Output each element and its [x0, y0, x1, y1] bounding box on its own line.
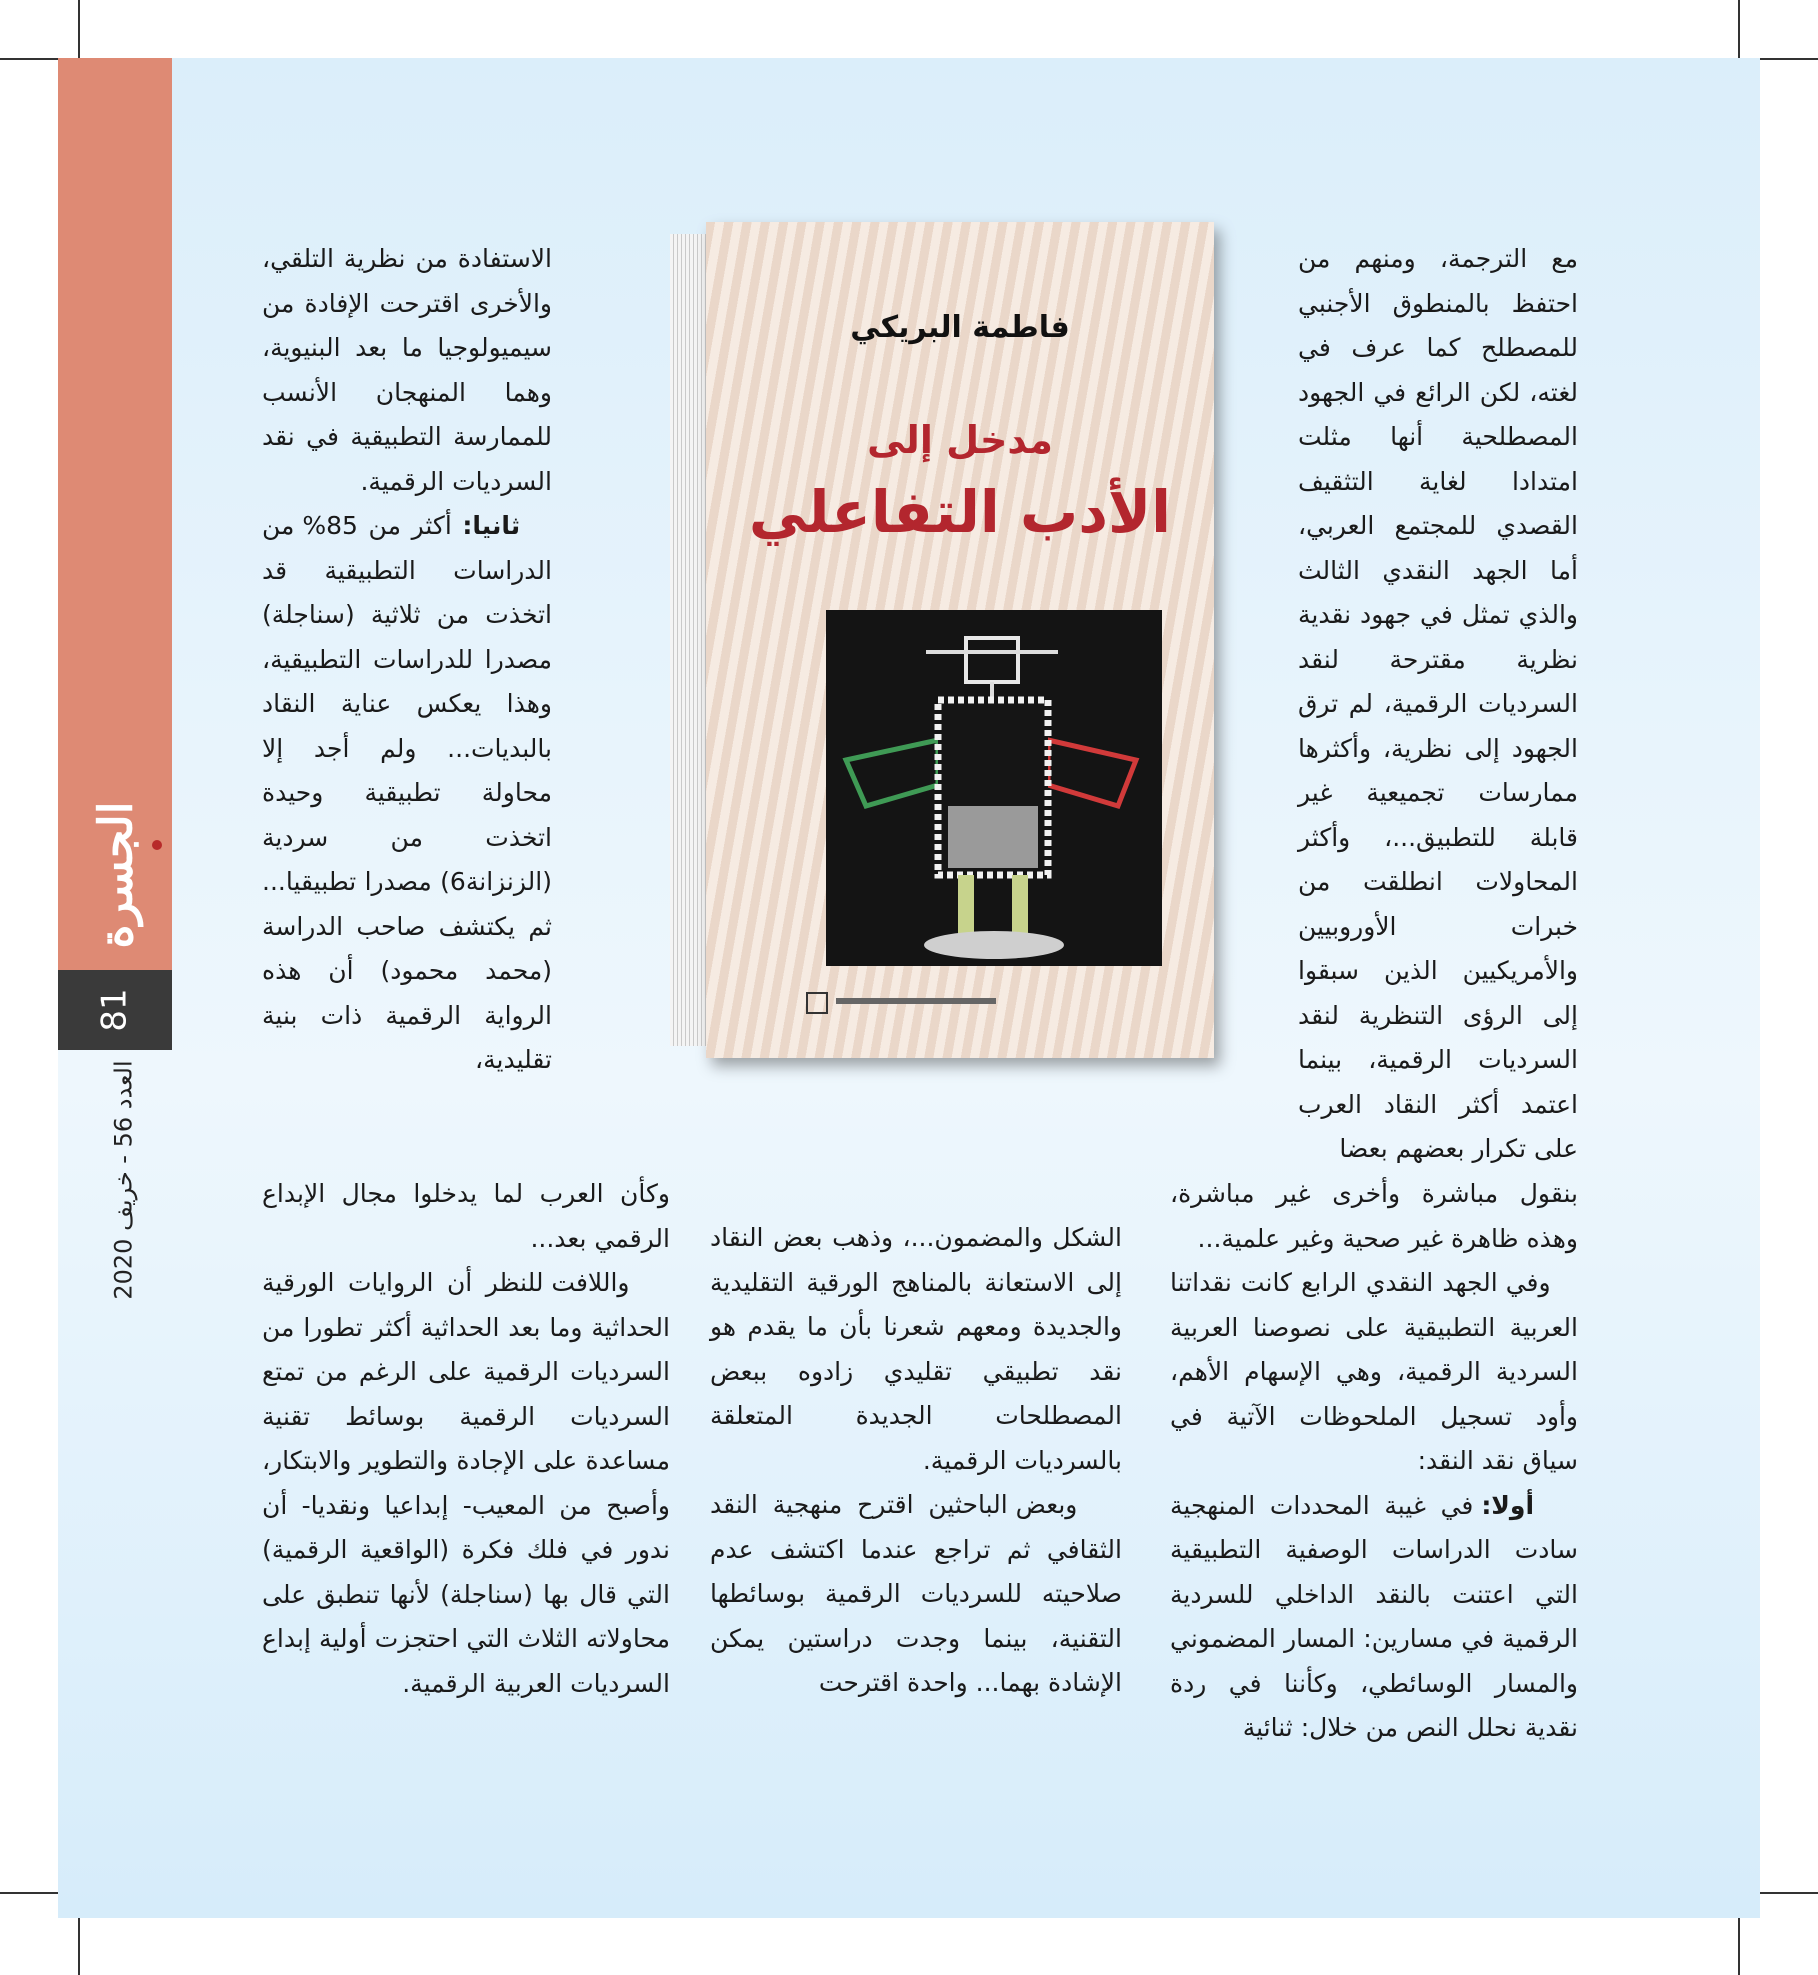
column-left-bottom: [262, 1172, 670, 1706]
crop-mark: [1738, 0, 1740, 60]
page-number-box: [58, 970, 172, 1050]
column-middle: [710, 1216, 1122, 1706]
book-pages-edge: [670, 234, 710, 1046]
paragraph: وكأن العرب لما يدخلوا مجال الإبداع الرقمي بعد...: [262, 1179, 670, 1253]
paragraph: الاستفادة من نظرية التلقي، والأخرى اقترحت الإفادة من سيميولوجيا ما بعد البنيوية، وهما المنهجان الأنسب للممارسة التطبيقية في نقد السرديات الرقمية.: [262, 244, 552, 496]
paragraph-text: وبعض الباحثين اقترح منهجية النقد الثقافي ثم تراجع عندما اكتشف عدم صلاحيته للسرديات الرقمية بوسائطها التقنية، بينما وجدت دراستين يمكن الإشادة بهما... واحدة اقترحت: [710, 1490, 1122, 1697]
logo-star-icon: [152, 840, 162, 850]
book-title-line2: الأدب التفاعلي: [748, 478, 1172, 546]
book-image: [670, 222, 1218, 1062]
page-number: 81: [94, 988, 135, 1032]
paragraph-text: في غيبة المحددات المنهجية سادت الدراسات الوصفية التطبيقية التي اعتنت بالنقد الداخلي للسردية الرقمية في مسارين: المسار المضموني والمسار الوسائطي، وكأننا في ردة نقدية نحلل النص من خلال: ثنائية: [1170, 1490, 1578, 1742]
paragraph-text: وفي الجهد النقدي الرابع كانت نقداتنا العربية التطبيقية على نصوصنا العربية السردية الرقمية، وهي الإسهام الأهم، وأود تسجيل الملحوظات الآتية في سياق نقد النقد:: [1170, 1268, 1578, 1475]
paragraph: [262, 504, 552, 1083]
crop-mark: [1738, 1916, 1740, 1975]
crop-mark: [1758, 58, 1818, 60]
book-title-line1: مدخل إلى: [867, 418, 1053, 462]
paragraph-text: واللافت للنظر أن الروايات الورقية الحداثية وما بعد الحداثية أكثر تطورا من السرديات الرقمية على الرغم من تمتع السرديات الرقمية بوسائط تقنية مساعدة على الإجادة والتطوير والابتكار، وأصبح من المعيب- إبداعيا ونقديا- أن ندور في فلك فكرة (الواقعية الرقمية) التي قال بها (سناجلة) لأنها تنطبق على محاولاته الثلاث التي احتجزت أولية إبداع السرديات العربية الرقمية.: [262, 1268, 670, 1698]
crop-mark: [78, 1916, 80, 1975]
crop-mark: [1758, 1892, 1818, 1894]
column-right-top: [1298, 237, 1578, 1172]
paragraph-lead: ثانيا:: [462, 511, 521, 540]
book-cover: [706, 222, 1214, 1058]
book-author: فاطمة البريكي: [850, 310, 1070, 345]
column-right-bottom: [1170, 1172, 1578, 1751]
column-left-top: [262, 237, 552, 1083]
publisher-logo-icon: [806, 992, 828, 1014]
crop-mark: [78, 0, 80, 60]
issue-label-text: العدد 56 - خريف 2020: [110, 1060, 139, 1300]
paragraph-lead: أولا:: [1481, 1490, 1535, 1520]
robot-figure-icon: [826, 610, 1162, 966]
publisher-mark: [806, 992, 1166, 1012]
paragraph: الشكل والمضمون...، وذهب بعض النقاد إلى الاستعانة بالمناهج الورقية التقليدية والجديدة ومعهم شعرنا بأن ما يقدم هو نقد تطبيقي تقليدي زادوه ببعض المصطلحات الجديدة المتعلقة بالسرديات الرقمية.: [710, 1223, 1122, 1475]
paragraph: [1170, 1261, 1578, 1484]
issue-label: [94, 1060, 154, 1300]
book-cover-artwork: [826, 610, 1162, 966]
paragraph: مع الترجمة، ومنهم من احتفظ بالمنطوق الأجنبي للمصطلح كما عرف في لغته، لكن الرائع في الجهود المصطلحية أنها مثلت امتدادا لغاية التثقيف القصدي للمجتمع العربي، أما الجهد النقدي الثالث والذي تمثل في جهود نقدية نظرية مقترحة لنقد السرديات الرقمية، لم ترق الجهود إلى نظرية، وأكثرها ممارسات تجميعية غير قابلة للتطبيق...، وأكثر المحاولات انطلقت من خبرات الأوروبيين والأمريكيين الذين سبقوا إلى الرؤى التنظرية لنقد السرديات الرقمية، بينما اعتمد أكثر النقاد العرب على تكرار بعضهم بعضا: [1298, 244, 1578, 1163]
magazine-logo: [60, 800, 170, 950]
paragraph: [710, 1483, 1122, 1706]
paragraph: بنقول مباشرة وأخرى غير مباشرة، وهذه ظاهرة غير صحية وغير علمية...: [1170, 1179, 1578, 1253]
crop-mark: [0, 58, 60, 60]
paragraph-text: أكثر من 85% من الدراسات التطبيقية قد اتخذت من ثلاثية (سناجلة) مصدرا للدراسات التطبيقية، وهذا يعكس عناية النقاد بالبديات... ولم أجد إلا محاولة تطبيقية وحيدة اتخذت من سردية (الزنزانة6) مصدرا تطبيقيا... ثم يكتشف صاحب الدراسة (محمد محمود) أن هذه الرواية الرقمية ذات بنية تقليدية،: [262, 511, 552, 1074]
publisher-name-bar: [836, 998, 996, 1004]
crop-mark: [0, 1892, 60, 1894]
paragraph: [1170, 1484, 1578, 1751]
paragraph: [262, 1261, 670, 1706]
logo-text: الجسرة: [88, 801, 143, 949]
